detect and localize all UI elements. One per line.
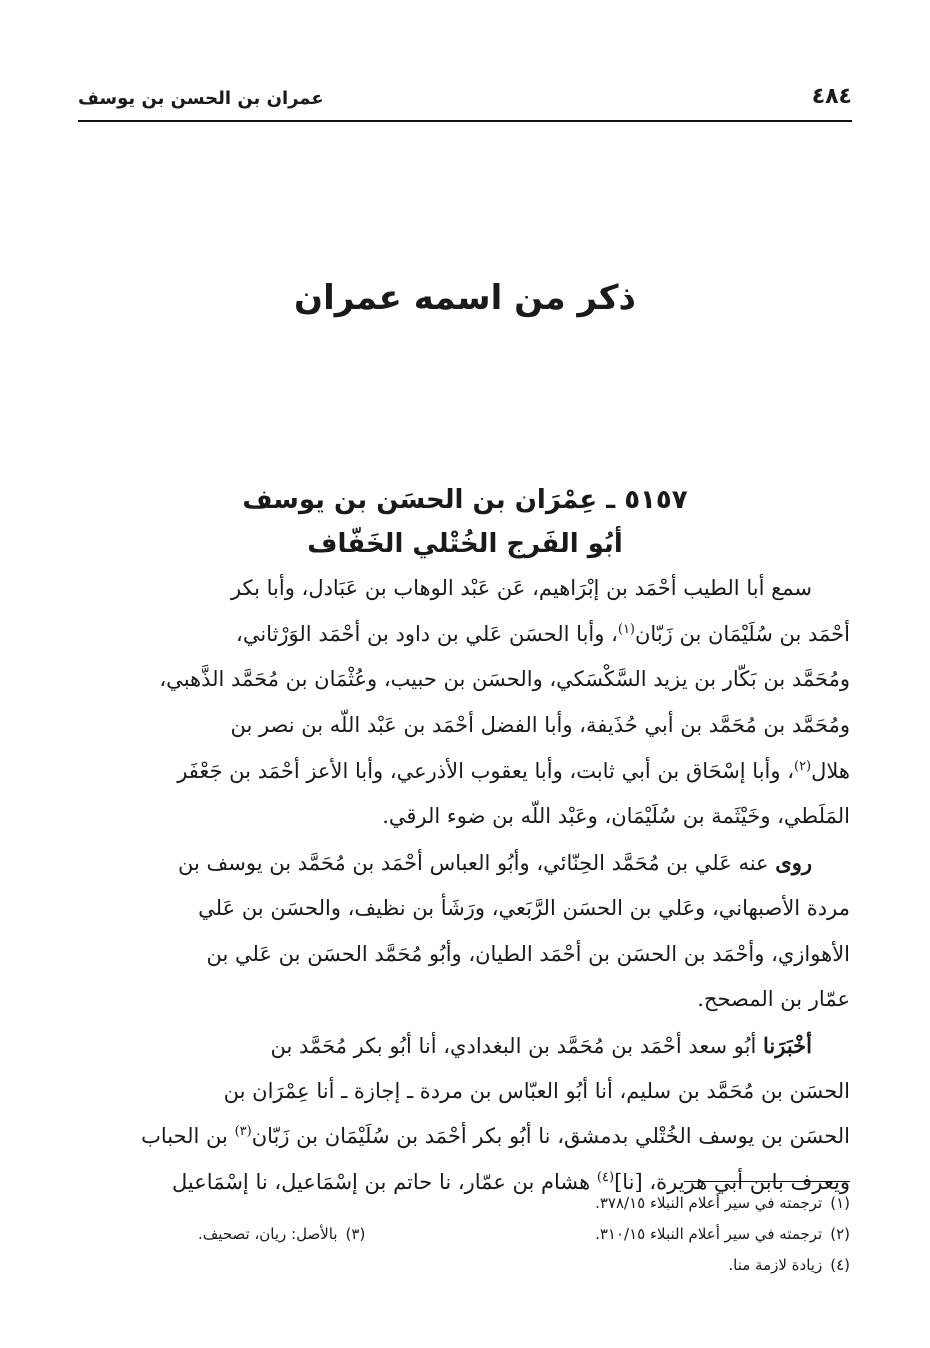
body-text [80,566,850,1206]
running-title: عمران بن الحسن بن يوسف [78,88,324,109]
body-line: أحْمَد بن سُلَيْمَان بن زَبّان$^{(١)}$، وأبا الحسَن عَلي بن داود بن أحْمَد الوَرْثاني، [236,621,850,646]
body-line: المَلَطي، وخَيْثَمة بن سُلَيْمَان، وعَبْد اللّه بن ضوء الرقي. [382,804,850,829]
footnotes [80,1188,850,1281]
body-line: عمّار بن المصحح. [697,987,850,1012]
footnote-3: (٣)بالأصل: ريان، تصحيف. [198,1225,366,1243]
footnote-4: (٤)زيادة لازمة منا. [728,1256,850,1274]
body-line: ويعرف بابن أبي هريرة، [نا]$^{(٤)}$ هشام بن عمّار، نا حاتم بن إسْمَاعيل، نا إسْمَاعيل [172,1169,850,1194]
footnote-ref[interactable]: (٢) [793,758,812,774]
body-line: هلال$^{(٢)}$، وأبا إسْحَاق بن أبي ثابت، وأبا يعقوب الأذرعي، وأبا الأعز أحْمَد بن جَعْفَر [177,758,850,783]
chapter-title: ذكر من اسمه عمران [294,278,636,318]
body-line: سمع أبا الطيب أحْمَد بن إبْرَاهيم، عَن عَبْد الوهاب بن عَبَادل، وأبا بكر [230,576,812,600]
body-line: الحسَن بن مُحَمَّد بن سليم، أنا أبُو العبّاس بن مردة ـ إجازة ـ أنا عِمْرَان بن [223,1078,850,1103]
body-line: روى عنه عَلي بن مُحَمَّد الحِنّائي، وأبُو العباس أحْمَد بن مُحَمَّد بن يوسف بن [178,850,812,876]
body-line: أخْبَرَنا أبُو سعد أحْمَد بن مُحَمَّد بن البغدادي، أنا أبُو بكر مُحَمَّد بن [270,1032,812,1058]
body-line: ومُحَمَّد بن مُحَمَّد بن أبي حُذَيفة، وأبا الفضل أحْمَد بن عَبْد اللّه بن نصر بن [230,713,850,738]
body-line: ومُحَمَّد بن بَكّار بن يزيد السَّكْسَكي، والحسَن بن حبيب، وعُثْمَان بن مُحَمَّد الذَّهبي، [159,667,850,692]
running-header [78,80,852,122]
footnote-ref[interactable]: (٤) [596,1169,615,1185]
footnote-row [80,1219,850,1250]
footnote-2: (٢)ترجمته في سير أعلام النبلاء ٣١٠/١٥. [595,1225,850,1243]
footnote-ref[interactable]: (٣) [234,1124,252,1140]
entry-heading [0,478,930,566]
footnote-divider [684,1181,850,1182]
footnote-1: (١)ترجمته في سير أعلام النبلاء ٣٧٨/١٥. [595,1194,850,1212]
body-line: مردة الأصبهاني، وعَلي بن الحسَن الرَّبَعي، ورَشَأ بن نظيف، والحسَن بن عَلي [198,895,850,920]
page-number: ٤٨٤ [811,84,852,109]
lead-word-rawa: روى [775,850,812,876]
lead-word-akhbarana: أخْبَرَنا [763,1032,812,1058]
footnote-row [80,1250,850,1281]
body-line: الحسَن بن يوسف الخُتْلي بدمشق، نا أبُو بكر أحْمَد بن سُلَيْمَان بن زَبّان$^{(٣)}$ بن الحباب [141,1124,850,1149]
footnote-row [80,1188,850,1219]
footnote-ref[interactable]: (١) [617,621,635,637]
body-line: الأهوازي، وأحْمَد بن الحسَن بن أحْمَد الطيان، وأبُو مُحَمَّد الحسَن بن عَلي بن [206,941,850,966]
entry-heading-name: ٥١٥٧ ـ عِمْرَان بن الحسَن بن يوسف [242,485,688,515]
entry-heading-kunya: أبُو الفَرج الخُتْلي الخَفّاف [307,529,623,559]
